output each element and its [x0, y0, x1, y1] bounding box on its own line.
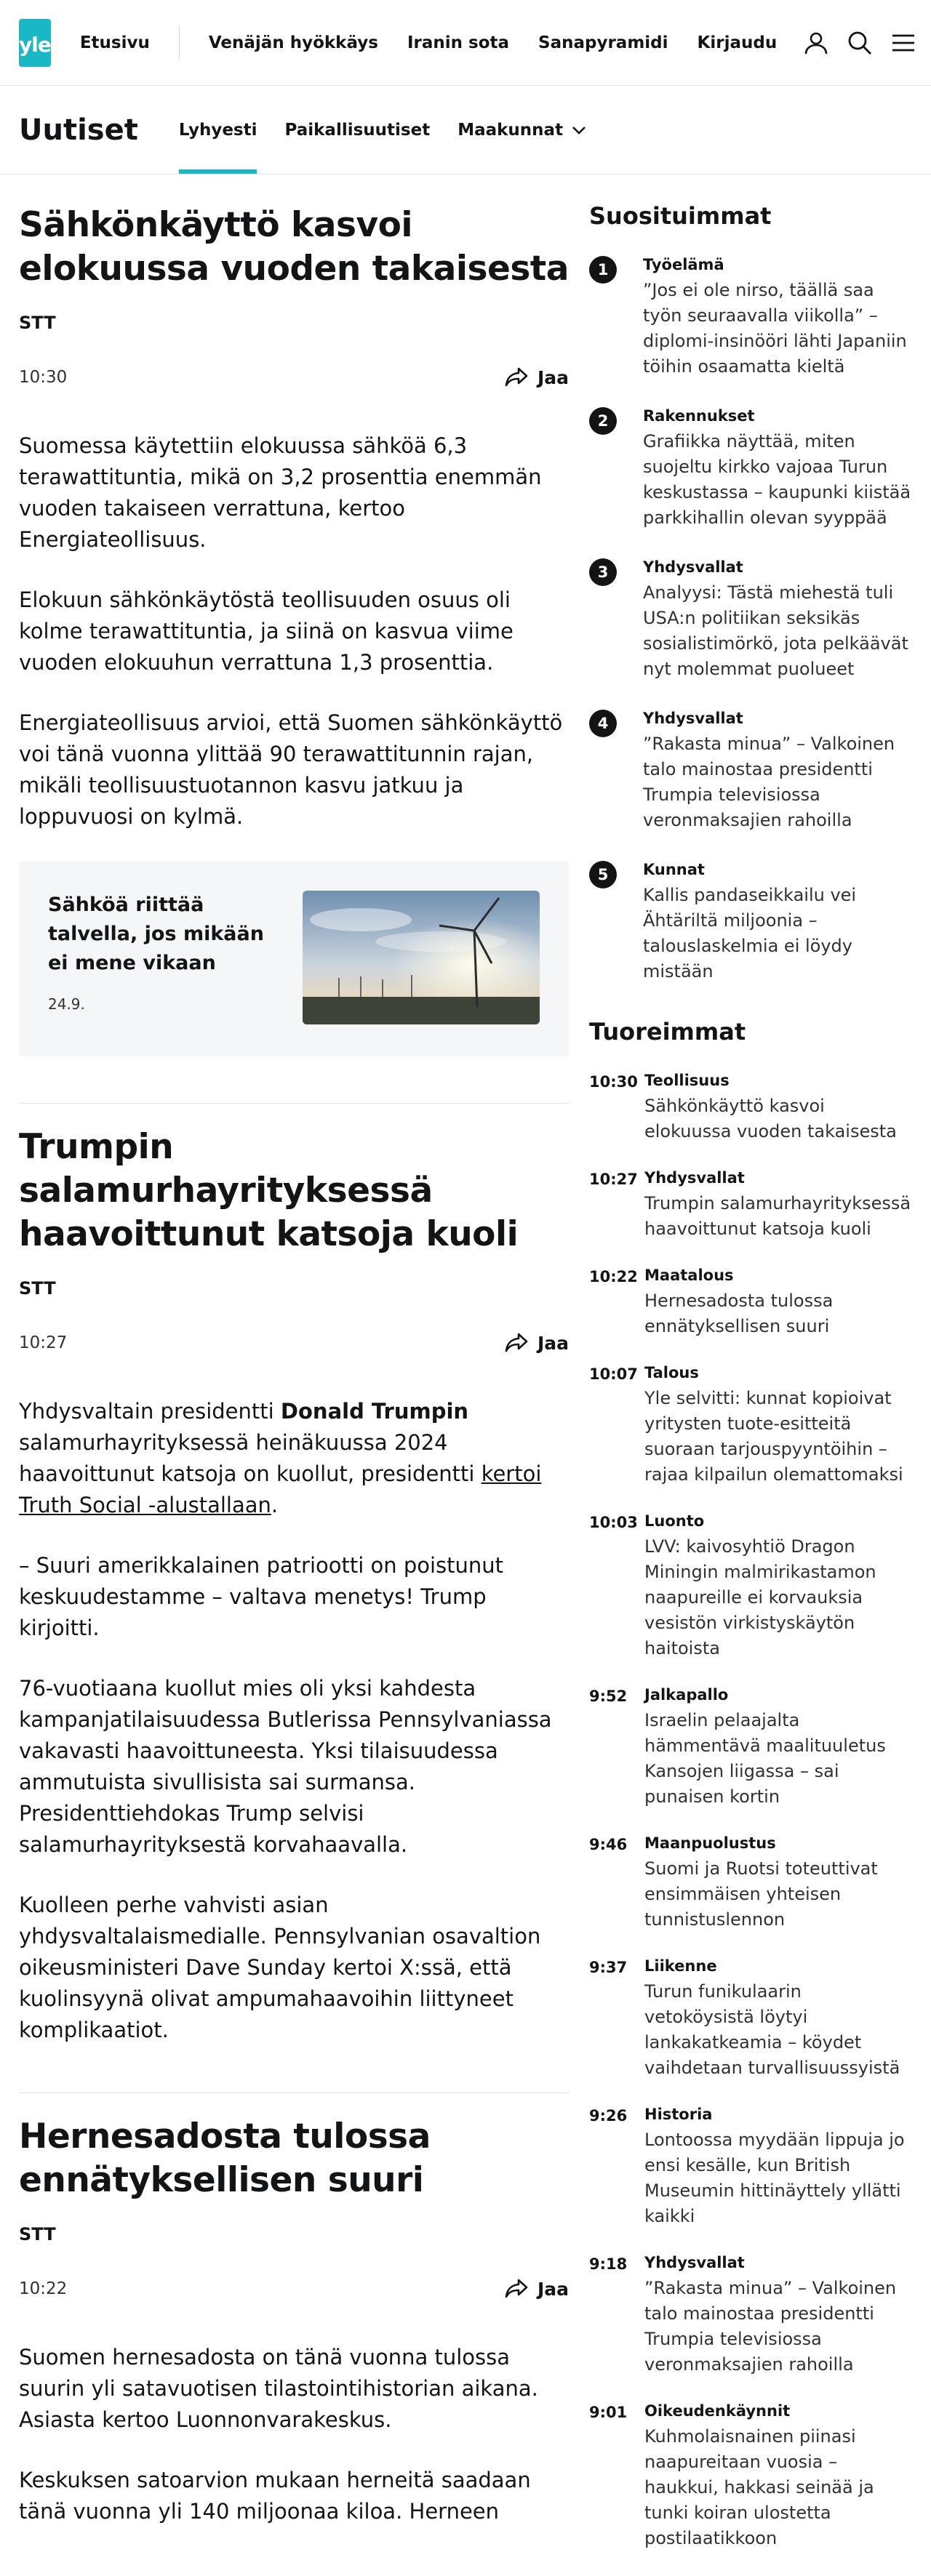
article-author: STT [19, 1278, 56, 1299]
popular-item-category: Rakennukset [643, 407, 755, 425]
latest-item-time: 10:22 [589, 1268, 638, 1285]
latest-item-category: Yhdysvallat [644, 1169, 745, 1187]
login-link[interactable]: Kirjaudu [697, 33, 778, 52]
latest-item-time: 10:27 [589, 1171, 638, 1188]
news-article [19, 174, 569, 1056]
latest-item-category: Talous [644, 1364, 699, 1381]
popular-item-title[interactable]: Analyysi: Tästä miehestä tuli USA:n politiikan seksikäs sosialistimörkö, jota pelkäävät nyt molemmat puolueet [643, 582, 908, 679]
share-icon [504, 2278, 529, 2300]
nav-home-link[interactable]: Etusivu [79, 33, 150, 52]
yle-logo[interactable]: yle [19, 19, 51, 67]
latest-heading: Tuoreimmat [589, 1018, 746, 1046]
top-navigation-bar [0, 0, 931, 86]
article-paragraph: – Suuri amerikkalainen patriootti on poistunut keskuudestamme – valtava menetys! Trump kirjoitti. [19, 1553, 504, 1640]
latest-item-category: Luonto [644, 1512, 705, 1530]
chevron-down-icon [572, 126, 586, 135]
article-paragraph: 76-vuotiaana kuollut mies oli yksi kahdesta kampanjatilaisuudessa Butlerissa Pennsylvaniassa vakavasti haavoittuneesta. Yksi tilaisuudessa ammutuista sivullisista sai surmansa. Presidenttiehdokas Trump selvisi salamurhayrityksestä korvahaavalla. [19, 1676, 552, 1857]
latest-item[interactable] [589, 1957, 914, 2081]
latest-item-title[interactable]: Turun funikulaarin vetoköysistä löytyi lankakatkeamia – köydet vaihdetaan turvallisuussyistä [644, 1981, 900, 2078]
latest-item[interactable] [589, 1834, 914, 1933]
latest-item[interactable] [589, 2254, 914, 2378]
popular-item[interactable] [589, 861, 914, 984]
latest-item-title[interactable]: LVV: kaivosyhtiö Dragon Miningin malmirikastamon naapureille ei korvauksia vesistön virkistyskäytön haitoista [644, 1536, 876, 1658]
latest-item-time: 9:18 [589, 2255, 628, 2273]
related-article-card[interactable] [19, 862, 569, 1056]
header-actions [698, 28, 919, 57]
latest-item-title[interactable]: Yle selvitti: kunnat kopioivat yritysten tuote-esitteitä suoraan tarjouspyyntöihin – rajaa kilpailun olemattomaksi [644, 1388, 903, 1485]
latest-item-category: Teollisuus [644, 1072, 730, 1089]
truth-social-link[interactable]: kertoi Truth Social -alustallaan [19, 1461, 542, 1517]
news-feed [19, 174, 569, 2556]
share-icon [504, 366, 529, 388]
article-paragraph: Elokuun sähkönkäytöstä teollisuuden osuus oli kolme terawattituntia, ja siinä on kasvua viime vuoden elokuuhun verrattuna 1,3 prosenttia. [19, 587, 514, 675]
news-article [19, 1103, 569, 2046]
latest-item[interactable] [589, 1364, 914, 1488]
main-nav [80, 27, 698, 59]
article-paragraph: Keskuksen satoarvion mukaan herneitä saadaan tänä vuonna yli 140 miljoonaa kiloa. Herneen [19, 2468, 531, 2524]
latest-item[interactable] [589, 1169, 914, 1242]
latest-item-time: 9:37 [589, 1959, 628, 1976]
search-icon[interactable] [845, 28, 874, 57]
latest-item-category: Yhdysvallat [644, 2254, 745, 2271]
latest-item-category: Maatalous [644, 1267, 734, 1284]
related-article-title: Sähköä riittää talvella, jos mikään ei mene vikaan [48, 894, 264, 974]
latest-item-title[interactable]: Sähkönkäyttö kasvoi elokuussa vuoden takaisesta [644, 1096, 897, 1141]
latest-item-category: Oikeudenkäynnit [644, 2402, 791, 2420]
latest-item-category: Jalkapallo [644, 1686, 729, 1704]
popular-item[interactable] [589, 407, 914, 531]
latest-item[interactable] [589, 1267, 914, 1339]
popular-item-title[interactable]: Grafiikka näyttää, miten suojeltu kirkko vajoaa Turun keskustassa – kaupunki kiistää parkkihallin olevan syyppää [643, 431, 911, 528]
article-meta [19, 2278, 569, 2300]
latest-item-time: 9:26 [589, 2107, 628, 2124]
rank-badge: 4 [589, 710, 617, 737]
rank-badge: 2 [589, 407, 617, 435]
share-icon [504, 1332, 529, 1354]
popular-item-title[interactable]: Kallis pandaseikkailu vei Ähtäriltä miljoonia – talouslaskelmia ei löydy mistään [643, 885, 857, 982]
article-title: Sähkönkäyttö kasvoi elokuussa vuoden takaisesta [19, 205, 569, 289]
article-time: 10:27 [19, 1333, 68, 1352]
section-tabs [179, 86, 614, 174]
article-title: Hernesadosta tulossa ennätyksellisen suuri [19, 2116, 431, 2200]
latest-item-title[interactable]: Kuhmolaisnainen piinasi naapureitaan vuosia – haukkui, hakkasi seinää ja tunki koiran ulostetta postilaatikkoon [644, 2426, 874, 2548]
related-article-date: 24.9. [48, 995, 85, 1013]
nav-item-iranin-sota[interactable]: Iranin sota [407, 33, 510, 52]
latest-item-title[interactable]: ”Rakasta minua” – Valkoinen talo mainostaa presidentti Trumpia televisiossa veronmaksajien rahoilla [644, 2278, 897, 2375]
latest-item-time: 10:30 [589, 1073, 638, 1091]
wind-turbine-image [303, 891, 540, 1024]
article-paragraph: Energiateollisuus arvioi, että Suomen sähkönkäyttö voi tänä vuonna ylittää 90 terawattitunnin rajan, mikäli teollisuustuotannon kasvu jatkuu ja loppuvuosi on kylmä. [19, 710, 563, 829]
latest-item-time: 9:46 [589, 1836, 628, 1853]
section-title[interactable]: Uutiset [19, 113, 138, 147]
tab-lyhyesti[interactable]: Lyhyesti [179, 86, 257, 174]
popular-item[interactable] [589, 710, 914, 833]
latest-item-time: 10:07 [589, 1365, 638, 1383]
related-article-text [48, 891, 288, 1024]
tab-paikallisuutiset[interactable]: Paikallisuutiset [284, 120, 431, 140]
latest-item[interactable] [589, 2402, 914, 2551]
nav-item-venajan-hyokkays[interactable]: Venäjän hyökkäys [208, 33, 378, 52]
rank-badge: 3 [589, 558, 617, 586]
popular-item-title[interactable]: ”Rakasta minua” – Valkoinen talo mainostaa presidentti Trumpia televisiossa veronmaksajien rahoilla [643, 734, 895, 830]
popular-item-category: Työelämä [643, 256, 724, 273]
popular-item-category: Yhdysvallat [643, 558, 743, 576]
section-bar [0, 86, 931, 174]
tab-maakunnat[interactable]: Maakunnat [457, 86, 586, 174]
latest-item-category: Maanpuolustus [644, 1834, 776, 1852]
person-name: Donald Trumpin [280, 1399, 469, 1424]
article-paragraph: Suomen hernesadosta on tänä vuonna tulossa suurin yli satavuotisen tilastointihistorian aikana. Asiasta kertoo Luonnonvarakeskus. [19, 2345, 538, 2432]
nav-item-sanapyramidi[interactable]: Sanapyramidi [538, 33, 668, 52]
share-button[interactable]: Jaa [504, 2278, 569, 2300]
sidebar [589, 202, 914, 2576]
user-icon[interactable] [802, 28, 831, 57]
latest-item-title[interactable]: Hernesadosta tulossa ennätyksellisen suuri [644, 1291, 834, 1336]
latest-item-category: Liikenne [644, 1957, 717, 1975]
popular-item-title[interactable]: ”Jos ei ole nirso, täällä saa työn seuraavalla viikolla” – diplomi-insinööri lähti Japaniin töihin osaamatta kieltä [643, 280, 907, 377]
rank-badge: 5 [589, 861, 617, 888]
popular-list [589, 256, 914, 984]
article-paragraph: Kuolleen perhe vahvisti asian yhdysvaltalaismedialle. Pennsylvanian osavaltion oikeusministeri Dave Sunday kertoi X:ssä, että kuolinsyynä olivat ampumahaavoihin liittyneet komplikaatiot. [19, 1893, 541, 2042]
latest-item-category: Historia [644, 2106, 713, 2123]
article-title: Trumpin salamurhayrityksessä haavoittunut katsoja kuoli [19, 1127, 519, 1254]
popular-item[interactable] [589, 256, 914, 380]
news-article [19, 2093, 569, 2527]
latest-item-title[interactable]: Israelin pelaajalta hämmentävä maalituuletus Kansojen liigassa – sai punaisen kortin [644, 1710, 886, 1807]
latest-item[interactable] [589, 1686, 914, 1810]
article-paragraph: Yhdysvaltain presidentti Donald Trumpin salamurhayrityksessä heinäkuussa 2024 haavoittunut katsoja on kuollut, presidentti kertoi Truth Social -alustallaan. [19, 1399, 542, 1517]
latest-item-time: 9:52 [589, 1688, 628, 1705]
latest-item-title[interactable]: Suomi ja Ruotsi toteuttivat ensimmäisen yhteisen tunnistuslennon [644, 1858, 878, 1930]
popular-heading: Suosituimmat [589, 202, 772, 230]
latest-item-title[interactable]: Lontoossa myydään lippuja jo ensi kesälle, kun British Museumin hittinäyttely yllätti kaikki [644, 2130, 905, 2226]
article-paragraph: Suomessa käytettiin elokuussa sähköä 6,3 terawattituntia, mikä on 3,2 prosenttia enemmän vuoden takaiseen verrattuna, kertoo Energiateollisuus. [19, 433, 542, 552]
latest-item[interactable] [589, 2106, 914, 2229]
article-meta [19, 366, 569, 388]
share-button[interactable]: Jaa [504, 1332, 569, 1354]
rank-badge: 1 [589, 256, 617, 284]
nav-divider [179, 27, 180, 59]
latest-item-title[interactable]: Trumpin salamurhayrityksessä haavoittunut katsoja kuoli [644, 1193, 911, 1239]
article-author: STT [19, 313, 56, 333]
article-meta [19, 1332, 569, 1354]
menu-icon[interactable] [889, 28, 918, 57]
share-button[interactable]: Jaa [504, 366, 569, 388]
article-author: STT [19, 2224, 56, 2244]
latest-item[interactable] [589, 1072, 914, 1144]
popular-item[interactable] [589, 558, 914, 682]
article-time: 10:22 [19, 2279, 68, 2298]
latest-item-time: 9:01 [589, 2404, 628, 2421]
latest-item-time: 10:03 [589, 1514, 638, 1531]
article-time: 10:30 [19, 368, 68, 387]
popular-item-category: Yhdysvallat [643, 710, 743, 727]
latest-list [589, 1072, 914, 2551]
latest-item[interactable] [589, 1512, 914, 1661]
popular-item-category: Kunnat [643, 861, 705, 878]
